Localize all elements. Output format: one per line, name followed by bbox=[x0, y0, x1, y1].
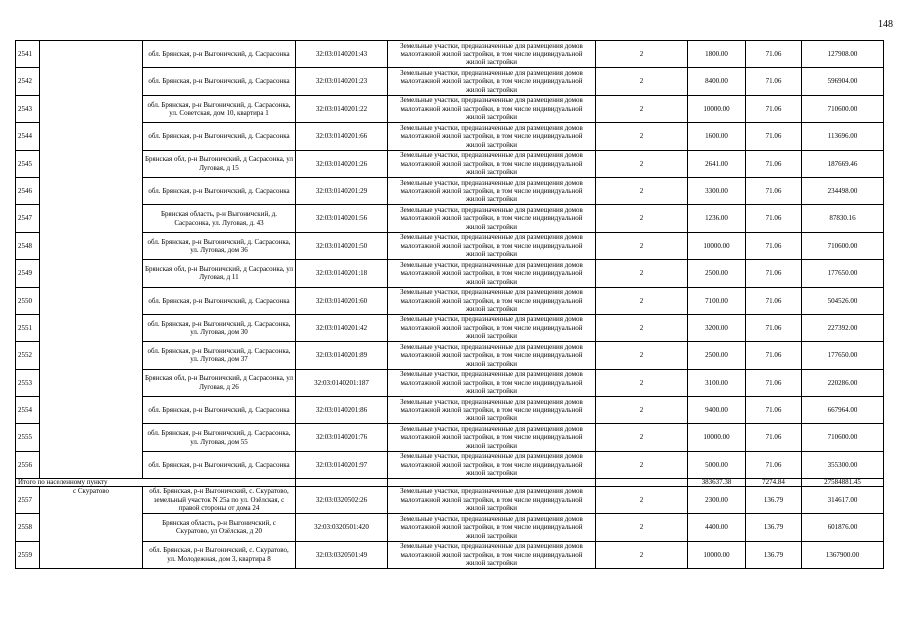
land-use-type: Земельные участки, предназначенные для размещения домов малоэтажной жилой застройки, в том числе индивидуальной жилой застройки bbox=[388, 150, 596, 177]
cadastral-number: 32:03:0140201:86 bbox=[296, 397, 388, 424]
cadastral-value: 596904.00 bbox=[802, 68, 884, 95]
address: Брянская область, р-н Выгоничский, с Скуратово, ул Озёлская, д 20 bbox=[143, 514, 296, 541]
cadastral-number: 32:03:0140201:18 bbox=[296, 260, 388, 287]
cadastral-number: 32:03:0140201:66 bbox=[296, 123, 388, 150]
address: обл. Брянская, р-н Выгоничский, д. Сасрасонка bbox=[143, 451, 296, 478]
address: обл. Брянская, р-н Выгоничский, д. Сасрасонка, ул. Луговая, дом 30 bbox=[143, 314, 296, 341]
area: 1236.00 bbox=[688, 205, 746, 232]
group-number: 2 bbox=[596, 397, 688, 424]
specific-value: 136.79 bbox=[746, 541, 802, 568]
area: 7100.00 bbox=[688, 287, 746, 314]
row-number: 2549 bbox=[16, 260, 40, 287]
address: обл. Брянская, р-н Выгоничский, д. Сасрасонка bbox=[143, 287, 296, 314]
cadastral-value: 710600.00 bbox=[802, 424, 884, 451]
address: обл. Брянская, р-н Выгоничский, с. Скуратово, земельный участок N 25а по ул. Озёлская, с правой стороны от дома 24 bbox=[143, 486, 296, 513]
group-number: 2 bbox=[596, 514, 688, 541]
group-number: 2 bbox=[596, 177, 688, 204]
table-row bbox=[16, 205, 884, 232]
specific-value: 71.06 bbox=[746, 287, 802, 314]
table-row bbox=[16, 232, 884, 259]
land-use-type: Земельные участки, предназначенные для размещения домов малоэтажной жилой застройки, в том числе индивидуальной жилой застройки bbox=[388, 123, 596, 150]
group-number: 2 bbox=[596, 287, 688, 314]
cadastral-number: 32:03:0140201:76 bbox=[296, 424, 388, 451]
area: 10000.00 bbox=[688, 232, 746, 259]
group-number: 2 bbox=[596, 541, 688, 568]
address: обл. Брянская, р-н Выгоничский, д. Сасрасонка, ул. Советская, дом 10, квартира 1 bbox=[143, 95, 296, 122]
address: обл. Брянская, р-н Выгоничский, д. Сасрасонка bbox=[143, 123, 296, 150]
cadastral-number: 32:03:0140201:60 bbox=[296, 287, 388, 314]
locality-cell bbox=[40, 41, 143, 479]
land-use-type: Земельные участки, предназначенные для размещения домов малоэтажной жилой застройки, в том числе индивидуальной жилой застройки bbox=[388, 41, 596, 68]
row-number: 2554 bbox=[16, 397, 40, 424]
area: 9400.00 bbox=[688, 397, 746, 424]
total-empty-use bbox=[388, 479, 596, 487]
group-number: 2 bbox=[596, 123, 688, 150]
row-number: 2553 bbox=[16, 369, 40, 396]
table-row bbox=[16, 177, 884, 204]
specific-value: 71.06 bbox=[746, 342, 802, 369]
specific-value: 71.06 bbox=[746, 68, 802, 95]
table-row bbox=[16, 123, 884, 150]
specific-value: 71.06 bbox=[746, 451, 802, 478]
specific-value: 71.06 bbox=[746, 314, 802, 341]
row-number: 2543 bbox=[16, 95, 40, 122]
land-use-type: Земельные участки, предназначенные для размещения домов малоэтажной жилой застройки, в том числе индивидуальной жилой застройки bbox=[388, 424, 596, 451]
cadastral-number: 32:03:0140201:26 bbox=[296, 150, 388, 177]
specific-value: 71.06 bbox=[746, 150, 802, 177]
cadastral-number: 32:03:0320501:49 bbox=[296, 541, 388, 568]
specific-value: 71.06 bbox=[746, 205, 802, 232]
cadastral-value: 601876.00 bbox=[802, 514, 884, 541]
cadastral-value: 187669.46 bbox=[802, 150, 884, 177]
cadastral-number: 32:03:0140201:89 bbox=[296, 342, 388, 369]
cadastral-value: 227392.00 bbox=[802, 314, 884, 341]
table-row bbox=[16, 41, 884, 68]
cadastral-number: 32:03:0140201:43 bbox=[296, 41, 388, 68]
address: обл. Брянская, р-н Выгоничский, с. Скуратово, ул. Молодежная, дом 3, квартира 8 bbox=[143, 541, 296, 568]
table-body-a bbox=[16, 41, 884, 479]
area: 4400.00 bbox=[688, 514, 746, 541]
table-row bbox=[16, 150, 884, 177]
area: 10000.00 bbox=[688, 541, 746, 568]
table-row bbox=[16, 68, 884, 95]
row-number: 2558 bbox=[16, 514, 40, 541]
row-number: 2548 bbox=[16, 232, 40, 259]
cadastral-value: 710600.00 bbox=[802, 95, 884, 122]
address: обл. Брянская, р-н Выгоничский, д. Сасрасонка bbox=[143, 68, 296, 95]
cadastral-number: 32:03:0140201:56 bbox=[296, 205, 388, 232]
table-row bbox=[16, 451, 884, 478]
area: 2500.00 bbox=[688, 260, 746, 287]
table-body-b bbox=[16, 486, 884, 568]
land-use-type: Земельные участки, предназначенные для размещения домов малоэтажной жилой застройки, в том числе индивидуальной жилой застройки bbox=[388, 541, 596, 568]
address: обл. Брянская, р-н Выгоничский, д. Сасрасонка bbox=[143, 41, 296, 68]
land-use-type: Земельные участки, предназначенные для размещения домов малоэтажной жилой застройки, в том числе индивидуальной жилой застройки bbox=[388, 369, 596, 396]
specific-value: 71.06 bbox=[746, 424, 802, 451]
cadastral-number: 32:03:0140201:23 bbox=[296, 68, 388, 95]
row-number: 2544 bbox=[16, 123, 40, 150]
cadastral-number: 32:03:0140201:22 bbox=[296, 95, 388, 122]
specific-value: 71.06 bbox=[746, 177, 802, 204]
address: обл. Брянская, р-н Выгоничский, д. Сасрасонка bbox=[143, 397, 296, 424]
group-number: 2 bbox=[596, 314, 688, 341]
table-row bbox=[16, 95, 884, 122]
cadastral-value: 1367900.00 bbox=[802, 541, 884, 568]
area: 5000.00 bbox=[688, 451, 746, 478]
area: 3100.00 bbox=[688, 369, 746, 396]
area: 8400.00 bbox=[688, 68, 746, 95]
row-number: 2546 bbox=[16, 177, 40, 204]
row-number: 2552 bbox=[16, 342, 40, 369]
land-use-type: Земельные участки, предназначенные для размещения домов малоэтажной жилой застройки, в том числе индивидуальной жилой застройки bbox=[388, 177, 596, 204]
group-number: 2 bbox=[596, 68, 688, 95]
total-row bbox=[16, 479, 884, 487]
page-number: 148 bbox=[878, 19, 893, 30]
group-number: 2 bbox=[596, 369, 688, 396]
group-number: 2 bbox=[596, 486, 688, 513]
group-number: 2 bbox=[596, 232, 688, 259]
cadastral-number: 32:03:0140201:187 bbox=[296, 369, 388, 396]
specific-value: 71.06 bbox=[746, 41, 802, 68]
cadastral-value: 113696.00 bbox=[802, 123, 884, 150]
row-number: 2559 bbox=[16, 541, 40, 568]
cadastral-value: 234498.00 bbox=[802, 177, 884, 204]
specific-value: 71.06 bbox=[746, 232, 802, 259]
land-use-type: Земельные участки, предназначенные для размещения домов малоэтажной жилой застройки, в том числе индивидуальной жилой застройки bbox=[388, 314, 596, 341]
total-rate: 7274.84 bbox=[746, 479, 802, 487]
cadastral-value: 127908.00 bbox=[802, 41, 884, 68]
cadastral-value-table bbox=[15, 40, 884, 569]
table-row bbox=[16, 424, 884, 451]
group-number: 2 bbox=[596, 260, 688, 287]
land-use-type: Земельные участки, предназначенные для размещения домов малоэтажной жилой застройки, в том числе индивидуальной жилой застройки bbox=[388, 232, 596, 259]
address: Брянская обл, р-н Выгоничский, д Сасрасонка, ул Луговая, д 11 bbox=[143, 260, 296, 287]
specific-value: 136.79 bbox=[746, 486, 802, 513]
group-number: 2 bbox=[596, 41, 688, 68]
cadastral-number: 32:03:0320501:420 bbox=[296, 514, 388, 541]
land-use-type: Земельные участки, предназначенные для размещения домов малоэтажной жилой застройки, в том числе индивидуальной жилой застройки bbox=[388, 451, 596, 478]
cadastral-value: 667964.00 bbox=[802, 397, 884, 424]
row-number: 2551 bbox=[16, 314, 40, 341]
row-number: 2541 bbox=[16, 41, 40, 68]
table-row bbox=[16, 486, 884, 513]
area: 2641.00 bbox=[688, 150, 746, 177]
cadastral-value: 710600.00 bbox=[802, 232, 884, 259]
table-row bbox=[16, 260, 884, 287]
row-number: 2555 bbox=[16, 424, 40, 451]
area: 3200.00 bbox=[688, 314, 746, 341]
address: обл. Брянская, р-н Выгоничский, д. Сасрасонка, ул. Луговая, дом 55 bbox=[143, 424, 296, 451]
area: 2500.00 bbox=[688, 342, 746, 369]
group-number: 2 bbox=[596, 342, 688, 369]
table-row bbox=[16, 397, 884, 424]
row-number: 2556 bbox=[16, 451, 40, 478]
cadastral-value: 355300.00 bbox=[802, 451, 884, 478]
locality-name: с Скуратово bbox=[40, 486, 143, 568]
specific-value: 71.06 bbox=[746, 260, 802, 287]
cadastral-number: 32:03:0140201:29 bbox=[296, 177, 388, 204]
total-empty-group bbox=[596, 479, 688, 487]
land-use-type: Земельные участки, предназначенные для размещения домов малоэтажной жилой застройки, в том числе индивидуальной жилой застройки bbox=[388, 397, 596, 424]
land-use-type: Земельные участки, предназначенные для размещения домов малоэтажной жилой застройки, в том числе индивидуальной жилой застройки bbox=[388, 205, 596, 232]
area: 10000.00 bbox=[688, 424, 746, 451]
land-use-type: Земельные участки, предназначенные для размещения домов малоэтажной жилой застройки, в том числе индивидуальной жилой застройки bbox=[388, 342, 596, 369]
specific-value: 71.06 bbox=[746, 369, 802, 396]
specific-value: 136.79 bbox=[746, 514, 802, 541]
land-use-type: Земельные участки, предназначенные для размещения домов малоэтажной жилой застройки, в том числе индивидуальной жилой застройки bbox=[388, 514, 596, 541]
table-row bbox=[16, 342, 884, 369]
group-number: 2 bbox=[596, 150, 688, 177]
area: 1800.00 bbox=[688, 41, 746, 68]
group-number: 2 bbox=[596, 451, 688, 478]
specific-value: 71.06 bbox=[746, 123, 802, 150]
table-row bbox=[16, 369, 884, 396]
area: 1600.00 bbox=[688, 123, 746, 150]
total-value: 27584881.45 bbox=[802, 479, 884, 487]
group-number: 2 bbox=[596, 424, 688, 451]
table-row bbox=[16, 514, 884, 541]
area: 2300.00 bbox=[688, 486, 746, 513]
land-use-type: Земельные участки, предназначенные для размещения домов малоэтажной жилой застройки, в том числе индивидуальной жилой застройки bbox=[388, 287, 596, 314]
land-use-type: Земельные участки, предназначенные для размещения домов малоэтажной жилой застройки, в том числе индивидуальной жилой застройки bbox=[388, 260, 596, 287]
row-number: 2547 bbox=[16, 205, 40, 232]
total-empty-cad bbox=[296, 479, 388, 487]
total-label: Итого по населенному пункту bbox=[16, 479, 296, 487]
cadastral-number: 32:03:0140201:42 bbox=[296, 314, 388, 341]
address: обл. Брянская, р-н Выгоничский, д. Сасрасонка, ул. Луговая, дом 37 bbox=[143, 342, 296, 369]
land-use-type: Земельные участки, предназначенные для размещения домов малоэтажной жилой застройки, в том числе индивидуальной жилой застройки bbox=[388, 95, 596, 122]
area: 10000.00 bbox=[688, 95, 746, 122]
row-number: 2550 bbox=[16, 287, 40, 314]
cadastral-value: 177650.00 bbox=[802, 260, 884, 287]
cadastral-value: 220286.00 bbox=[802, 369, 884, 396]
address: Брянская область, р-н Выгоничский, д. Сасрасонка, ул. Луговая, д. 43 bbox=[143, 205, 296, 232]
group-number: 2 bbox=[596, 95, 688, 122]
cadastral-value: 314617.00 bbox=[802, 486, 884, 513]
land-use-type: Земельные участки, предназначенные для размещения домов малоэтажной жилой застройки, в том числе индивидуальной жилой застройки bbox=[388, 486, 596, 513]
specific-value: 71.06 bbox=[746, 397, 802, 424]
row-number: 2542 bbox=[16, 68, 40, 95]
table-row bbox=[16, 287, 884, 314]
specific-value: 71.06 bbox=[746, 95, 802, 122]
row-number: 2557 bbox=[16, 486, 40, 513]
cadastral-number: 32:03:0320502:26 bbox=[296, 486, 388, 513]
table-row bbox=[16, 541, 884, 568]
cadastral-value: 87830.16 bbox=[802, 205, 884, 232]
address: обл. Брянская, р-н Выгоничский, д. Сасрасонка bbox=[143, 177, 296, 204]
cadastral-number: 32:03:0140201:50 bbox=[296, 232, 388, 259]
land-use-type: Земельные участки, предназначенные для размещения домов малоэтажной жилой застройки, в том числе индивидуальной жилой застройки bbox=[388, 68, 596, 95]
address: Брянская обл, р-н Выгоничский, д Сасрасонка, ул Луговая, д 15 bbox=[143, 150, 296, 177]
group-number: 2 bbox=[596, 205, 688, 232]
address: обл. Брянская, р-н Выгоничский, д. Сасрасонка, ул. Луговая, дом 36 bbox=[143, 232, 296, 259]
total-row-group bbox=[16, 479, 884, 487]
cadastral-number: 32:03:0140201:97 bbox=[296, 451, 388, 478]
total-area: 383637.38 bbox=[688, 479, 746, 487]
address: Брянская обл, р-н Выгоничский, д Сасрасонка, ул Луговая, д 26 bbox=[143, 369, 296, 396]
table-row bbox=[16, 314, 884, 341]
cadastral-value: 504526.00 bbox=[802, 287, 884, 314]
area: 3300.00 bbox=[688, 177, 746, 204]
row-number: 2545 bbox=[16, 150, 40, 177]
cadastral-value: 177650.00 bbox=[802, 342, 884, 369]
